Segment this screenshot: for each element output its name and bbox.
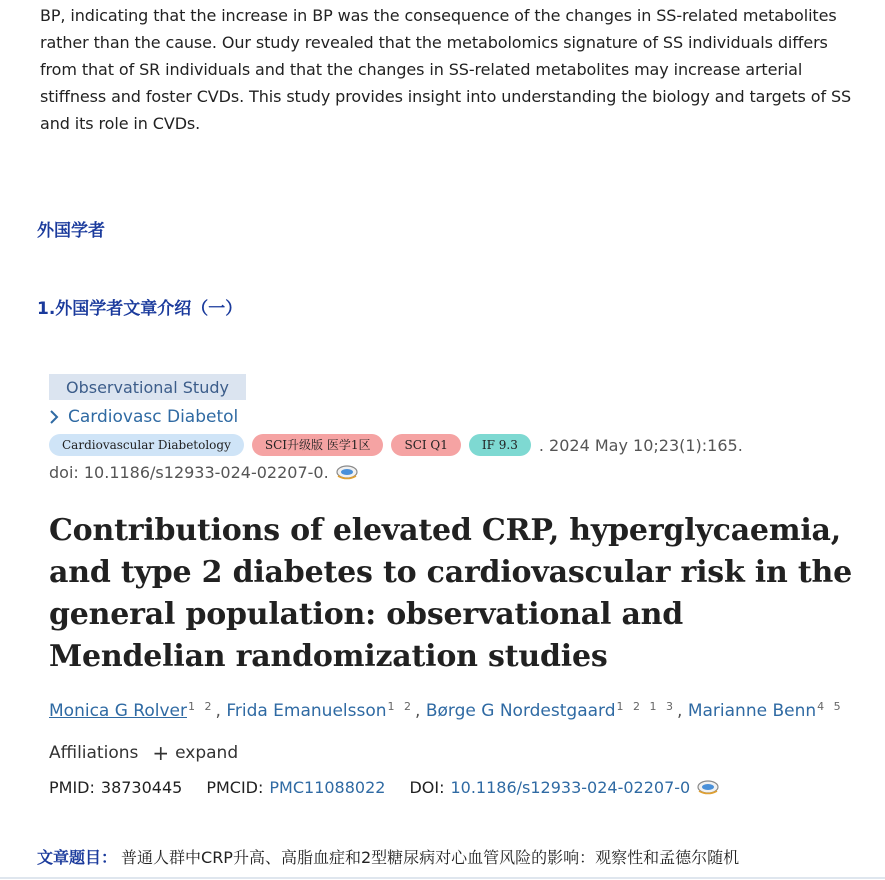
author-affiliation-refs[interactable]: 1 2 [188, 700, 215, 713]
journal-link[interactable] [49, 407, 238, 427]
expand-label[interactable]: expand [175, 743, 239, 763]
publication-date: . 2024 May 10;23(1):165. [538, 435, 743, 455]
subsection-heading: 1.外国学者文章介绍（一） [37, 299, 243, 319]
citation-doi [49, 463, 359, 482]
article-title: Contributions of elevated CRP, hyperglycaemia, and type 2 diabetes to cardiovascular risk in the general population: observational and Mendelian randomization studies [49, 513, 852, 674]
pmid-label: PMID: [49, 778, 95, 797]
affiliations-label: Affiliations [49, 743, 139, 763]
author-affiliation-refs[interactable]: 1 2 1 3 [616, 700, 677, 713]
sci-upgrade-badge[interactable]: SCI升级版 医学1区 [252, 434, 384, 456]
expand-affiliations-button[interactable] [152, 743, 238, 763]
journal-badges [49, 434, 743, 456]
abstract-line: stiffness and foster CVDs. This study provides insight into understanding the biology and targets of SS [40, 87, 852, 106]
abstract-line: and its role in CVDs. [40, 114, 201, 133]
author-link[interactable]: Marianne Benn [687, 701, 817, 721]
impact-factor-badge[interactable]: IF 9.3 [469, 434, 531, 456]
author-link[interactable]: Børge G Nordestgaard [425, 701, 616, 721]
study-type-badge[interactable]: Observational Study [49, 374, 246, 400]
article-title-cn [37, 845, 739, 868]
pmcid-link[interactable]: PMC11088022 [269, 778, 386, 797]
journal-abbrev[interactable]: Cardiovasc Diabetol [68, 407, 239, 427]
author-affiliation-refs[interactable]: 4 5 [817, 700, 844, 713]
doi-text: doi: 10.1186/s12933-024-02207-0. [49, 463, 329, 482]
article-title-cn-text: 普通人群中CRP升高、高脂血症和2型糖尿病对心血管风险的影响：观察性和孟德尔随机 [121, 848, 740, 867]
doi-label: DOI: [409, 778, 445, 797]
section-heading: 外国学者 [37, 221, 105, 241]
pmid-value: 38730445 [100, 778, 183, 797]
abstract-text [40, 2, 870, 137]
pmcid-label: PMCID: [206, 778, 264, 797]
free-pmc-icon[interactable] [696, 779, 720, 797]
author-link[interactable]: Monica G Rolver [49, 701, 187, 721]
abstract-line: rather than the cause. Our study revealed that the metabolomics signature of SS individuals differs [40, 33, 828, 52]
abstract-line: BP, indicating that the increase in BP was the consequence of the changes in SS-related metabolites [40, 6, 837, 25]
doi-link[interactable]: 10.1186/s12933-024-02207-0 [450, 778, 691, 797]
bottom-divider [0, 877, 885, 879]
author-link[interactable]: Frida Emanuelsson [226, 701, 387, 721]
abstract-line: from that of SR individuals and that the changes in SS-related metabolites may increase arterial [40, 60, 803, 79]
identifiers-row [49, 778, 720, 797]
journal-name-badge[interactable]: Cardiovascular Diabetology [49, 434, 244, 456]
plus-icon: + [152, 741, 170, 765]
affiliations-row [49, 743, 238, 763]
article-title-cn-label: 文章题目： [37, 848, 118, 867]
sci-quartile-badge[interactable]: SCI Q1 [391, 434, 460, 456]
author-affiliation-refs[interactable]: 1 2 [387, 700, 415, 713]
chevron-right-icon [49, 410, 60, 424]
author-list: Monica G Rolver$^{1 2}$, Frida Emanuelsson$^{1 2}$, Børge G Nordestgaard$^{1 2 1 3}$, Marianne Benn$^{4 5}$ [49, 700, 844, 721]
free-pmc-icon[interactable] [335, 464, 359, 482]
